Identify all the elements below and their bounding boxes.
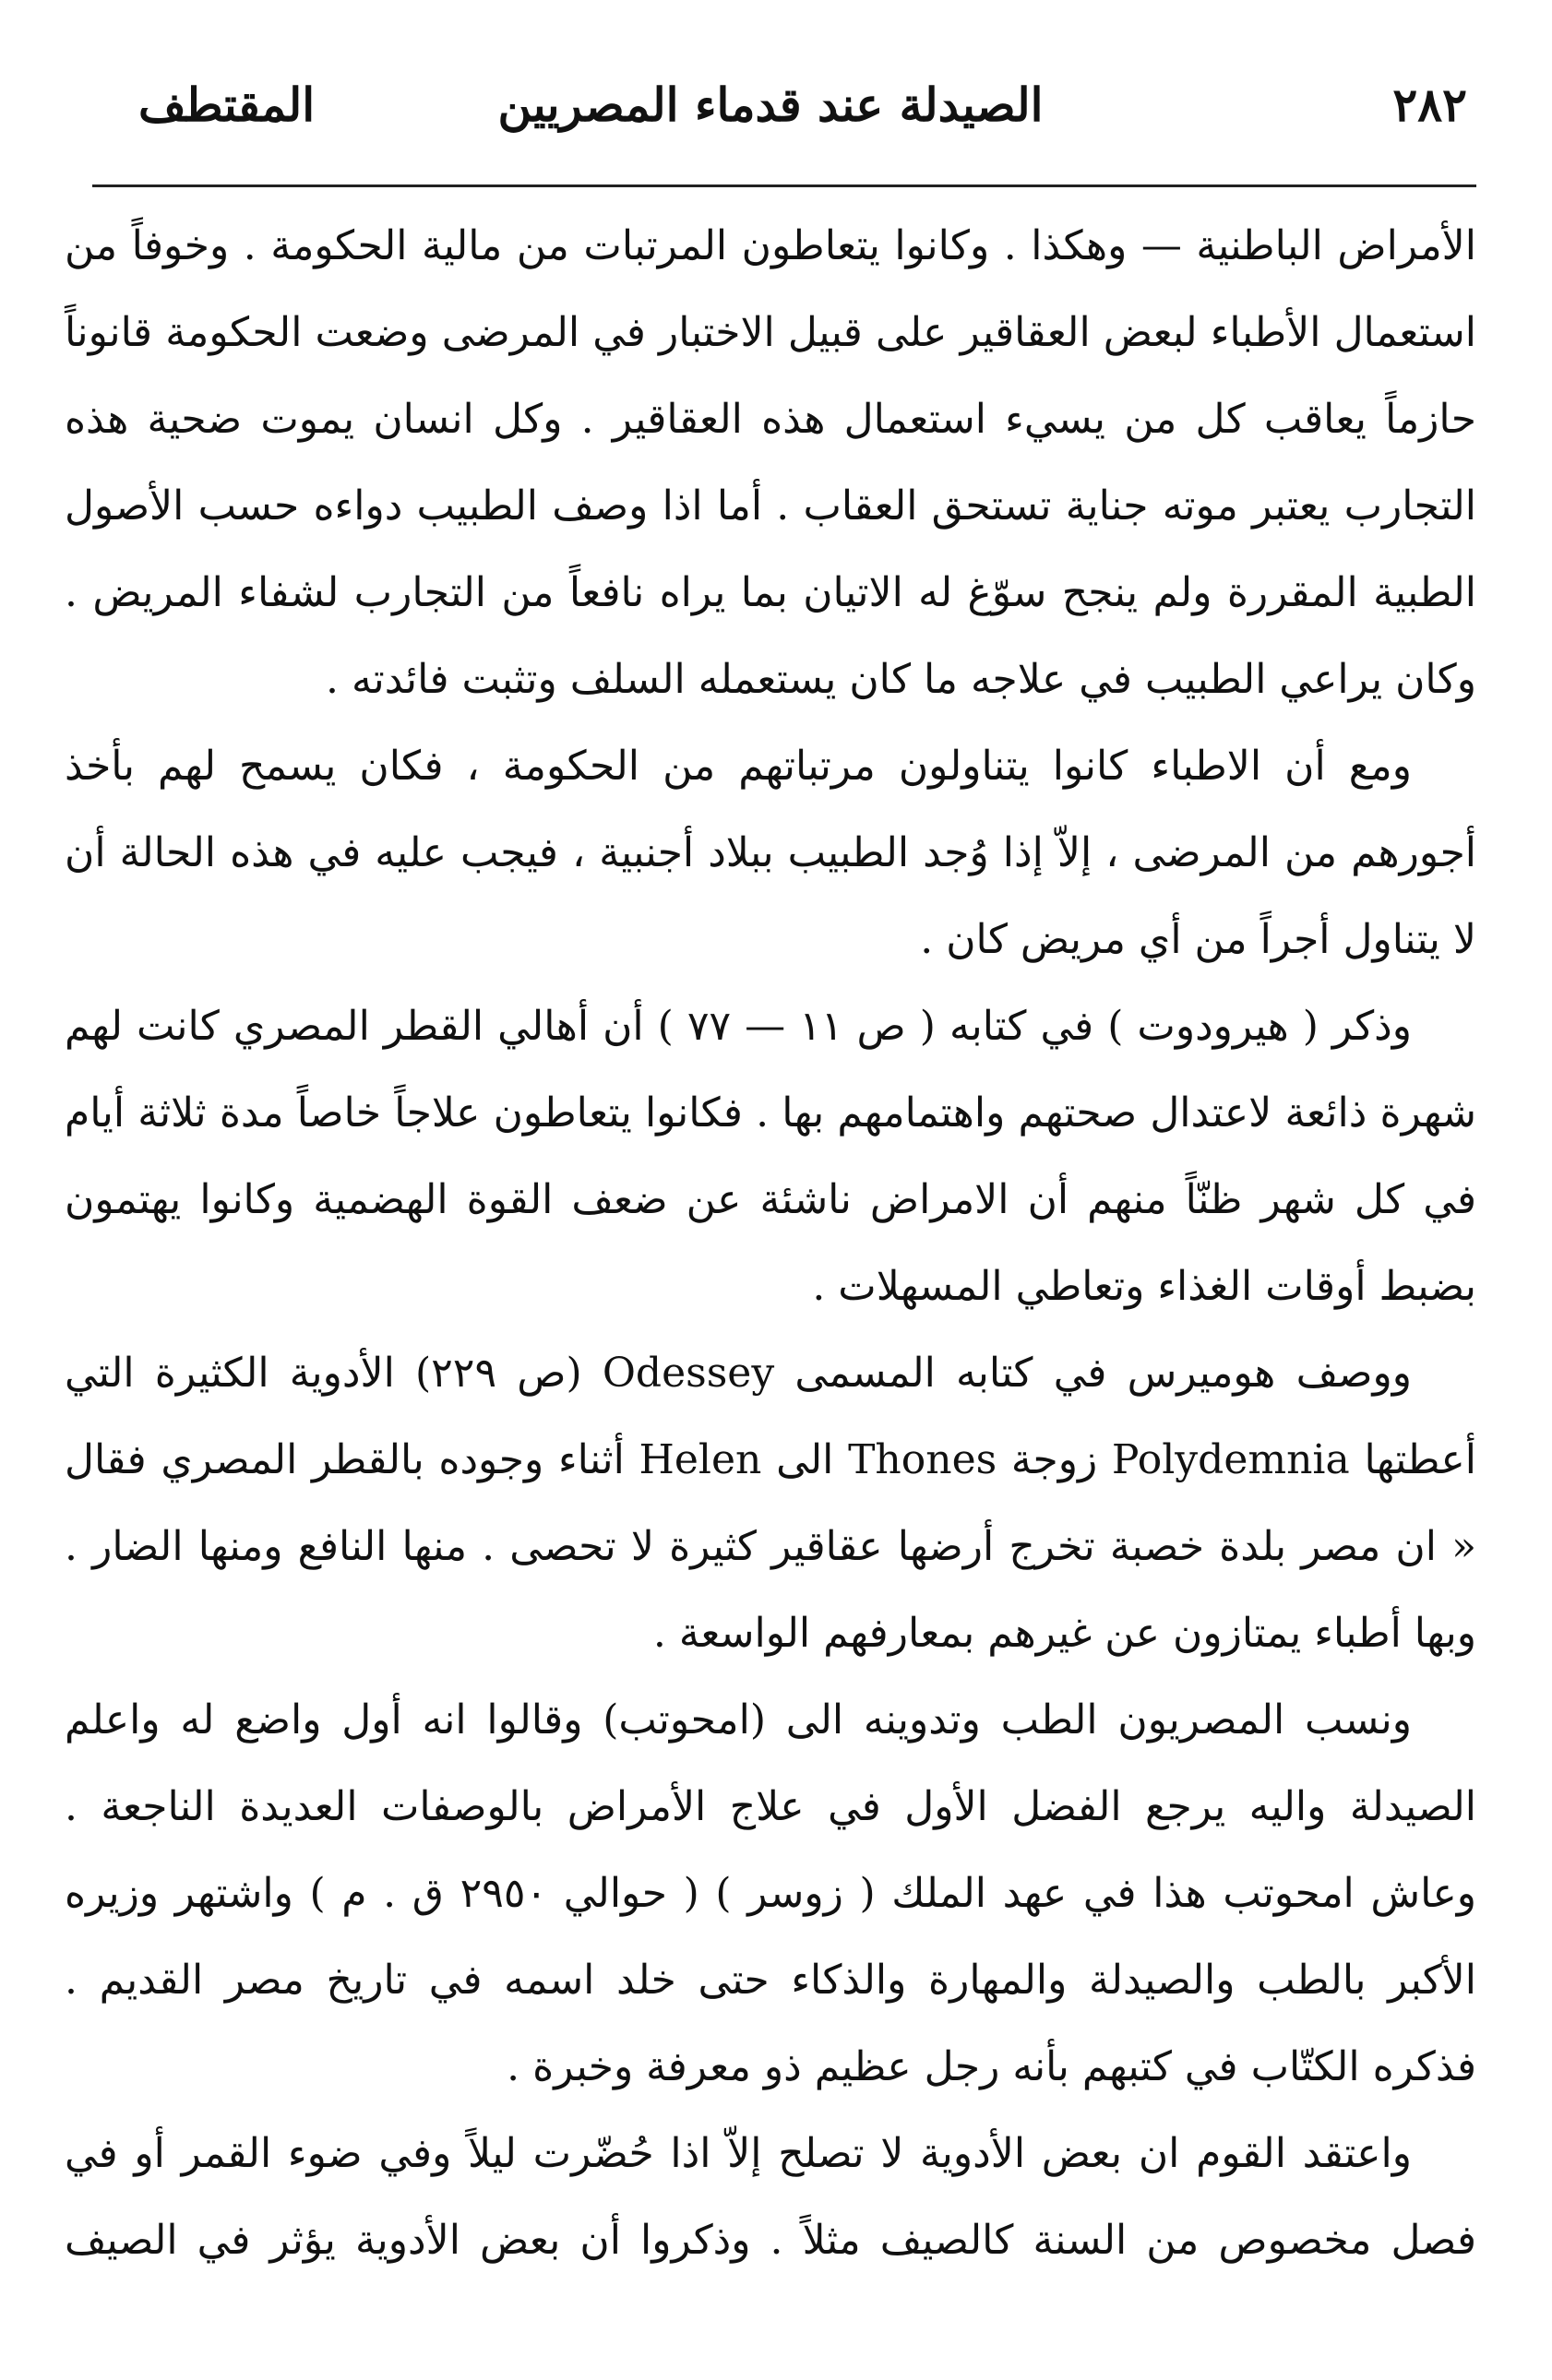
paragraph: ووصف هوميرس في كتابه المسمى Odessey (ص ٢٢٩) الأدوية الكثيرة التي أعطتها Polydemnia زوجة Thones الى Helen أثناء وجوده بالقطر المصري فقال « ان مصر بلدة خصبة تخرج أرضها عقاقير كثيرة لا تحصى . منها النافع ومنها الضار . وبها أطباء يمتازون عن غيرهم بمعارفهم الواسعة . [65,1350,1476,1657]
journal-name: المقتطف [138,77,316,132]
paragraph: وذكر ( هيرودوت ) في كتابه ( ص ١١ — ٧٧ ) أن أهالي القطر المصري كانت لهم شهرة ذائعة لاعتدال صحتهم واهتمامهم بها . فكانوا يتعاطون علاجاً خاصاً مدة ثلاثة أيام في كل شهر ظنّاً منهم أن الامراض ناشئة عن ضعف القوة الهضمية وكانوا يهتمون بضبط أوقات الغذاء وتعاطي المسهلات . [65,1003,1476,1310]
page-number: ٢٨٢ [1392,77,1467,132]
article-body [65,203,1476,2284]
document-page [65,55,1476,2343]
article-title: الصيدلة عند قدماء المصريين [497,77,1044,132]
paragraph: ونسب المصريون الطب وتدوينه الى (امحوتب) وقالوا انه أول واضع له واعلم الصيدلة واليه يرجع الفضل الأول في علاج الأمراض بالوصفات العديدة الناجعة . وعاش امحوتب هذا في عهد الملك ( زوسر ) ( حوالي ٢٩٥٠ ق . م ) واشتهر وزيره الأكبر بالطب والصيدلة والمهارة والذكاء حتى خلد اسمه في تاريخ مصر القديم . فذكره الكتّاب في كتبهم بأنه رجل عظيم ذو معرفة وخبرة . [65,1696,1477,2090]
paragraph: واعتقد القوم ان بعض الأدوية لا تصلح إلاّ اذا حُضّرت ليلاً وفي ضوء القمر أو في فصل مخصوص من السنة كالصيف مثلاً . وذكروا أن بعض الأدوية يؤثر في الصيف [65,2130,1476,2264]
running-header [65,55,1476,157]
paragraph: الأمراض الباطنية — وهكذا . وكانوا يتعاطون المرتبات من مالية الحكومة . وخوفاً من استعمال الأطباء لبعض العقاقير على قبيل الاختبار في المرضى وضعت الحكومة قانوناً حازماً يعاقب كل من يسيء استعمال هذه العقاقير . وكل انسان يموت ضحية هذه التجارب يعتبر موته جناية تستحق العقاب . أما اذا وصف الطبيب دواءه حسب الأصول الطبية المقررة ولم ينجح سوّغ له الاتيان بما يراه نافعاً من التجارب لشفاء المريض . وكان يراعي الطبيب في علاجه ما كان يستعمله السلف وتثبت فائدته . [65,222,1476,703]
paragraph: ومع أن الاطباء كانوا يتناولون مرتباتهم من الحكومة ، فكان يسمح لهم بأخذ أجورهم من المرضى ، إلاّ إذا وُجد الطبيب ببلاد أجنبية ، فيجب عليه في هذه الحالة أن لا يتناول أجراً من أي مريض كان . [65,743,1476,963]
header-rule [92,184,1476,187]
